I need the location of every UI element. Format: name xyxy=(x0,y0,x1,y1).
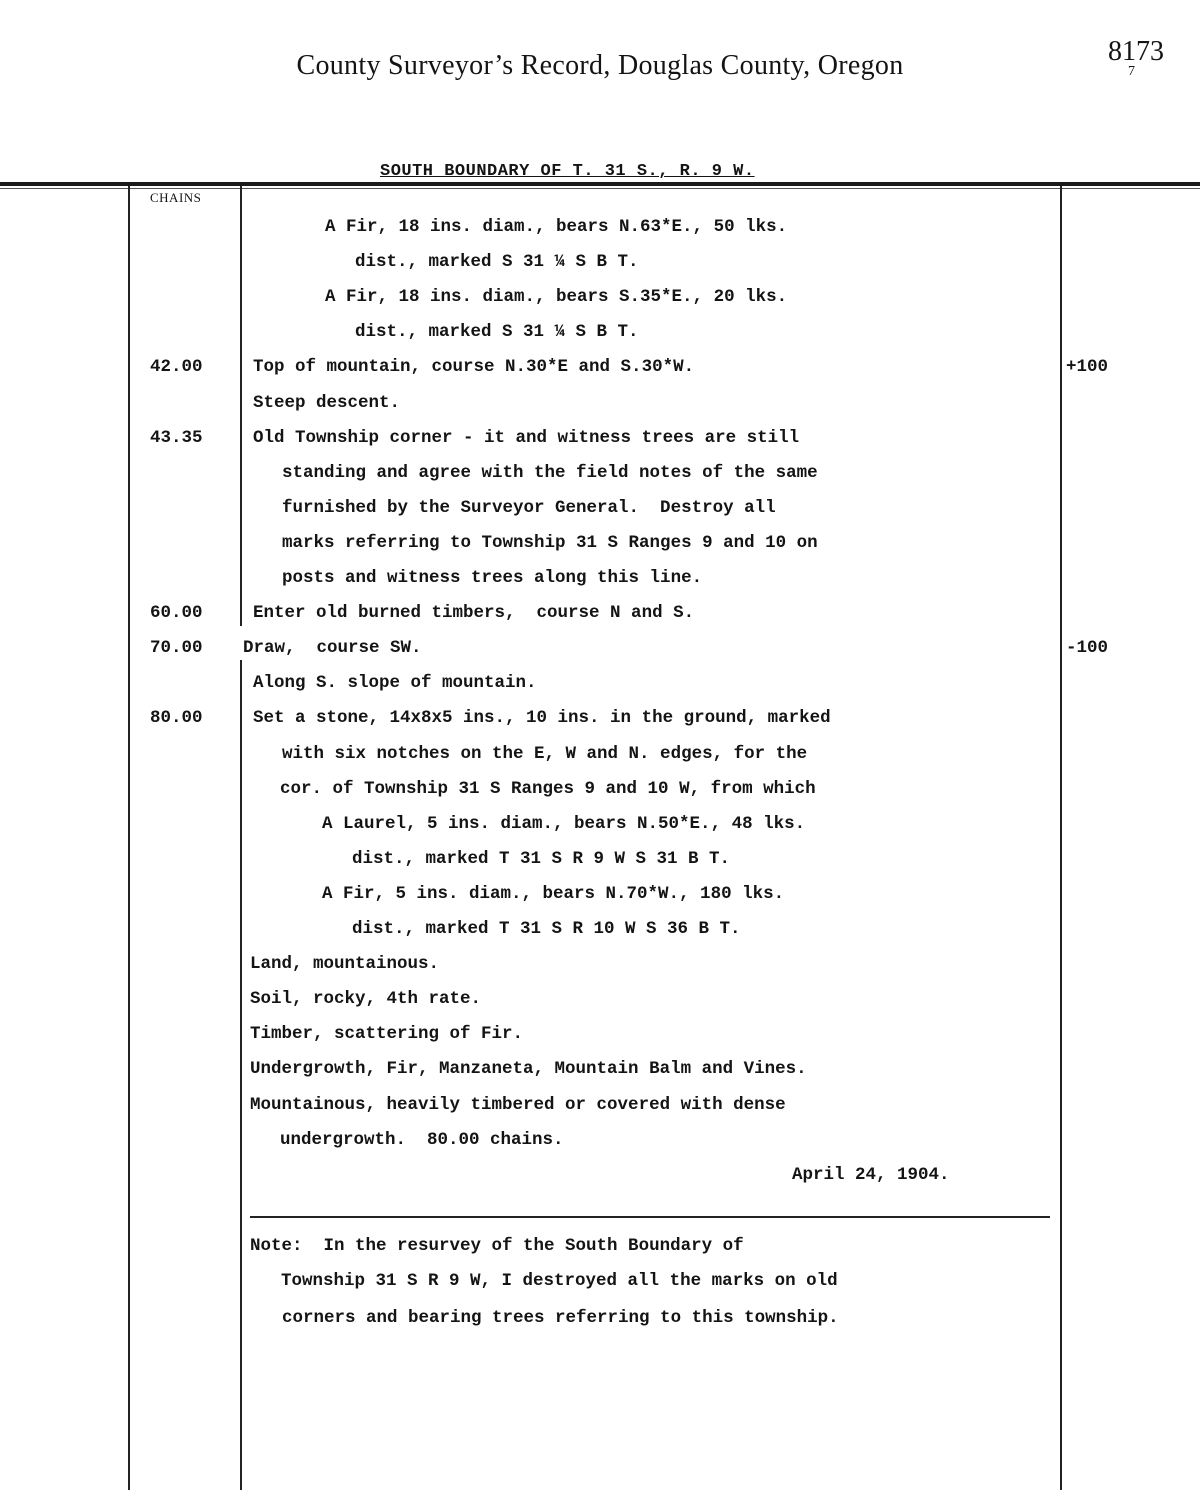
entry-elevation: +100 xyxy=(1066,357,1109,377)
entry-text: A Laurel, 5 ins. diam., bears N.50*E., 48 lks. xyxy=(322,814,806,834)
note-line: Township 31 S R 9 W, I destroyed all the marks on old xyxy=(281,1271,838,1291)
entry-text: furnished by the Surveyor General. Destroy all xyxy=(282,498,776,518)
left-margin-rule xyxy=(128,186,130,1490)
entry-text: Top of mountain, course N.30*E and S.30*W. xyxy=(253,357,695,377)
entry-text: with six notches on the E, W and N. edges, for the xyxy=(282,744,808,764)
page-number: 8173 xyxy=(1108,36,1164,67)
entry-text: A Fir, 18 ins. diam., bears S.35*E., 20 lks. xyxy=(325,287,788,307)
entry-text: marks referring to Township 31 S Ranges 9 and 10 on xyxy=(282,533,818,553)
entry-text: Soil, rocky, 4th rate. xyxy=(250,989,482,1009)
chains-column-header: CHAINS xyxy=(150,190,202,205)
entry-text: Steep descent. xyxy=(253,393,401,413)
entry-text: Undergrowth, Fir, Manzaneta, Mountain Balm and Vines. xyxy=(250,1059,807,1079)
entry-text: Old Township corner - it and witness trees are still xyxy=(253,428,800,448)
chains-column-rule-lower xyxy=(240,660,242,1490)
entry-chains: 80.00 xyxy=(150,708,203,728)
right-column-rule xyxy=(1060,186,1062,1490)
entry-text: Enter old burned timbers, course N and S. xyxy=(253,603,695,623)
note-line: corners and bearing trees referring to this township. xyxy=(282,1308,839,1328)
entry-text: dist., marked S 31 ¼ S B T. xyxy=(355,322,639,342)
entry-text: Draw, course SW. xyxy=(243,638,422,658)
entry-text: undergrowth. 80.00 chains. xyxy=(280,1130,564,1150)
top-rule xyxy=(0,182,1200,186)
entry-text: April 24, 1904. xyxy=(792,1165,950,1185)
top-rule-thin xyxy=(0,188,1200,189)
entry-chains: 60.00 xyxy=(150,603,203,623)
entry-text: Timber, scattering of Fir. xyxy=(250,1024,524,1044)
section-heading: SOUTH BOUNDARY OF T. 31 S., R. 9 W. xyxy=(380,162,755,181)
page-title: County Surveyor’s Record, Douglas County, Oregon xyxy=(296,50,904,81)
entry-chains: 70.00 xyxy=(150,638,203,658)
entry-text: Land, mountainous. xyxy=(250,954,440,974)
entry-text: standing and agree with the field notes of the same xyxy=(282,463,818,483)
entry-text: cor. of Township 31 S Ranges 9 and 10 W, from which xyxy=(280,779,816,799)
entry-text: Set a stone, 14x8x5 ins., 10 ins. in the ground, marked xyxy=(253,708,831,728)
entry-text: A Fir, 5 ins. diam., bears N.70*W., 180 lks. xyxy=(322,884,785,904)
entry-elevation: -100 xyxy=(1066,638,1109,658)
note-line: Note: In the resurvey of the South Boundary of xyxy=(250,1236,744,1256)
entry-text: dist., marked T 31 S R 9 W S 31 B T. xyxy=(352,849,731,869)
entry-text: dist., marked S 31 ¼ S B T. xyxy=(355,252,639,272)
entry-text: A Fir, 18 ins. diam., bears N.63*E., 50 lks. xyxy=(325,217,788,237)
entry-chains: 43.35 xyxy=(150,428,203,448)
chains-column-rule xyxy=(240,186,242,626)
entry-text: Mountainous, heavily timbered or covered with dense xyxy=(250,1095,786,1115)
entry-chains: 42.00 xyxy=(150,357,203,377)
note-rule xyxy=(250,1216,1050,1218)
entry-text: Along S. slope of mountain. xyxy=(253,673,537,693)
page-subnumber: 7 xyxy=(1128,64,1135,79)
entry-text: posts and witness trees along this line. xyxy=(282,568,703,588)
entry-text: dist., marked T 31 S R 10 W S 36 B T. xyxy=(352,919,741,939)
